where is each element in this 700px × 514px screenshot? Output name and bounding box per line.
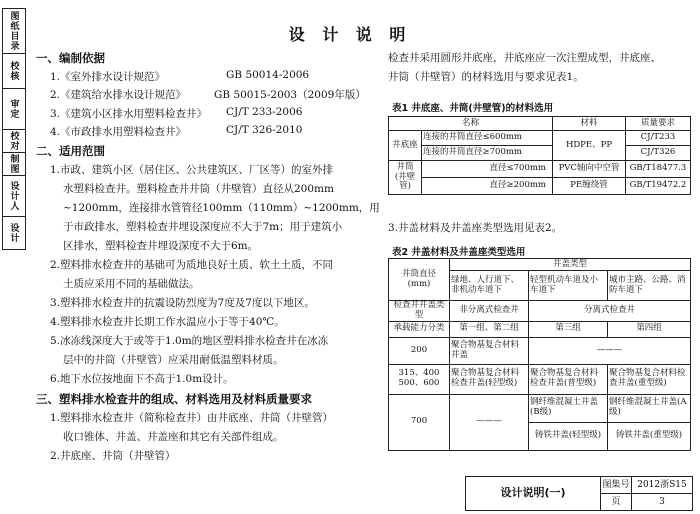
atlas-number: 2012浙S15 — [632, 477, 693, 494]
table-cell: 聚合物基复合材料检查井盖(轻型级) — [450, 364, 529, 394]
table-cell: 承载能力分类 — [389, 321, 450, 337]
text-line: 土质应采用不同的基础做法。 — [63, 278, 200, 290]
table-cell: GB/T19472.2 — [626, 178, 691, 195]
table-cell: 700 — [389, 394, 450, 450]
side-cell: 设计 — [8, 222, 19, 243]
drawing-name: 设计说明(一) — [466, 477, 601, 511]
text-line: 5.冰冻线深度大于或等于1.0m的地区塑料排水检查井在冰冻 — [50, 335, 329, 347]
table-cell: 第四组 — [608, 321, 691, 337]
ref-code: CJ/T 326-2010 — [226, 124, 303, 136]
text-line: 2.井底座、井筒（井壁管） — [50, 450, 176, 462]
table-cell: CJ/T233 — [626, 131, 691, 146]
table-cell: 直径≥200mm — [422, 178, 553, 195]
atlas-label: 图集号 — [601, 477, 632, 494]
ref-name: 4.《市政排水用塑料检查井》 — [50, 126, 187, 138]
table-cell: 连接的井筒直径≤600mm — [422, 131, 553, 146]
table-cell: GB/T18477.3 — [626, 161, 691, 178]
table-cell: 钢纤维混凝土井盖(A级) — [608, 394, 691, 422]
table-cell: 铸铁井盖(轻型级) — [529, 422, 608, 450]
table-cell: 直径≤700mm — [422, 161, 553, 178]
table-cell: 聚合物基复合材料检查井盖(重型级) — [608, 364, 691, 394]
page-label: 页 — [601, 494, 632, 511]
table-cell: ——— — [450, 394, 529, 450]
text-line: 2.塑料排水检查井的基础可为质地良好土质、软土土质，不同 — [50, 259, 334, 271]
table-header: 材料 — [553, 117, 626, 131]
text-line: 收口锥体、井盖、井盖座和其它有关部件组成。 — [63, 431, 284, 443]
text-line: ~1200mm，连接排水管管径100mm（110mm）~1200mm，用 — [63, 202, 380, 214]
text-line: 层中的井筒（井壁管）应采用耐低温塑料材质。 — [63, 354, 284, 366]
table-cell: HDPE、PP — [553, 131, 626, 161]
side-cell: 审定 — [3, 89, 25, 130]
table-cell: 井筒 (井壁管) — [389, 161, 422, 195]
table-cell: 井底座 — [389, 131, 422, 161]
ref-code: CJ/T 233-2006 — [226, 106, 303, 118]
table-cell: PE缠绕管 — [553, 178, 626, 195]
table-caption: 表2 井盖材料及井盖座类型选用 — [392, 247, 526, 258]
table-cell: 铸铁井盖(重型级) — [608, 422, 691, 450]
table-header: 井盖类型 — [450, 259, 691, 271]
table-cell: ——— — [529, 337, 691, 364]
material-table — [388, 116, 691, 195]
side-cell: 图纸目录 — [3, 9, 25, 54]
text-line: 检查井采用圆形井底座，井底座应一次注塑成型，井底座、 — [388, 52, 661, 64]
table-header: 质量要求 — [626, 117, 691, 131]
ref-name: 2.《建筑给水排水设计规范》 — [50, 89, 187, 101]
ref-code: GB 50015-2003（2009年版） — [214, 89, 366, 101]
table-cell: 检查井井盖类型 — [389, 301, 450, 322]
table-caption: 表1 井底座、井筒(井壁管)的材料选用 — [392, 103, 554, 114]
section-heading: 二、适用范围 — [36, 144, 105, 158]
table-header: 绿地、人行道下、非机动车道下 — [450, 271, 529, 301]
text-line: 1.塑料排水检查井（简称检查井）由井底座、井筒（井壁管） — [50, 412, 334, 424]
table-header: 轻型机动车道及小车道下 — [529, 271, 608, 301]
table-cell: 200 — [389, 337, 450, 364]
table-cell: 钢纤维混凝土井盖(B级) — [529, 394, 608, 422]
text-line: 6.地下水位按地面下不高于1.0m设计。 — [50, 373, 234, 385]
table-cell: 315、400 500、600 — [389, 364, 450, 394]
side-cell: 校核 — [3, 54, 25, 89]
table-cell: 聚合物基复合材料井盖 — [450, 337, 529, 364]
side-cell: 校对 — [3, 130, 25, 153]
side-cell: 设计人 — [3, 176, 25, 217]
table-header: 名称 — [389, 117, 553, 131]
text-line: 1.市政、建筑小区（居住区、公共建筑区、厂区等）的室外排 — [50, 164, 334, 176]
text-line: 3.井盖材料及井盖座类型选用见表2。 — [388, 222, 563, 234]
table-cell: 第一组、第二组 — [450, 321, 529, 337]
ref-name: 1.《室外排水设计规范》 — [50, 71, 166, 83]
cover-table — [388, 258, 691, 451]
page-title: 设 计 说 明 — [288, 25, 412, 44]
table-header: 井筒直径 (mm) — [389, 259, 450, 301]
table-cell: PVC轴向中空管 — [553, 161, 626, 178]
table-cell: 分离式检查井 — [529, 301, 691, 322]
text-line: 水塑料检查井。塑料检查井井筒（井壁管）直径从200mm — [63, 183, 334, 195]
table-cell: 连接的井筒直径≥700mm — [422, 146, 553, 161]
text-line: 区排水，塑料检查井埋设深度不大于6m。 — [63, 240, 259, 252]
text-line: 4.塑料排水检查井长期工作水温应小于等于40℃。 — [50, 316, 285, 328]
table-cell: 第三组 — [529, 321, 608, 337]
ref-name: 3.《建筑小区排水用塑料检查井》 — [50, 108, 208, 120]
table-header: 城市主路、公路、消防车道下 — [608, 271, 691, 301]
text-line: 于市政排水，塑料检查井埋设深度应不大于7m；用于建筑小 — [63, 221, 343, 233]
section-heading: 一、编制依据 — [36, 51, 105, 65]
table-cell: 聚合物基复合材料检查井盖(普型级) — [529, 364, 608, 394]
text-line: 3.塑料排水检查井的抗震设防烈度为7度及7度以下地区。 — [50, 297, 315, 309]
page-number: 3 — [632, 494, 693, 511]
section-heading: 三、塑料排水检查井的组成、材料选用及材料质量要求 — [36, 392, 312, 406]
side-cell: 制图 — [3, 153, 25, 176]
title-block — [465, 476, 693, 511]
text-line: 井筒（井壁管）的材料选用与要求见表1。 — [388, 71, 584, 83]
table-cell: CJ/T326 — [626, 146, 691, 161]
ref-code: GB 50014-2006 — [226, 69, 310, 81]
table-cell: 非分离式检查井 — [450, 301, 529, 322]
